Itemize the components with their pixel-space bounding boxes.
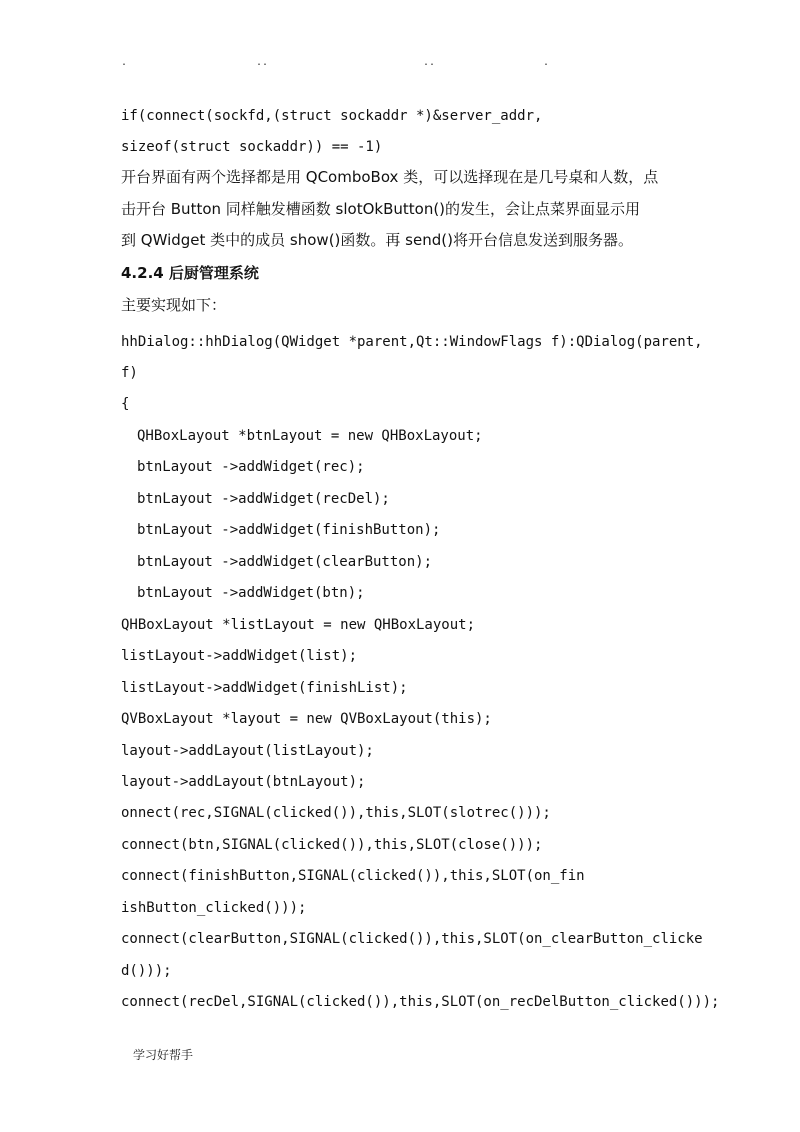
- code-line: layout->addLayout(listLayout);: [121, 743, 374, 759]
- code-line: btnLayout ->addWidget(finishButton);: [137, 522, 441, 538]
- code-line: f): [121, 365, 138, 381]
- code-line: btnLayout ->addWidget(rec);: [137, 459, 365, 475]
- code-line: btnLayout ->addWidget(btn);: [137, 585, 365, 601]
- paragraph-line: 开台界面有两个选择都是用 QComboBox 类，可以选择现在是几号桌和人数，点: [121, 168, 659, 186]
- code-line: layout->addLayout(btnLayout);: [121, 774, 366, 790]
- code-line: if(connect(sockfd,(struct sockaddr *)&server_addr,: [121, 108, 543, 124]
- code-line: ishButton_clicked()));: [121, 900, 307, 916]
- code-line: d()));: [121, 963, 172, 979]
- page-footer: 学习好帮手: [133, 1048, 194, 1062]
- code-line: btnLayout ->addWidget(clearButton);: [137, 554, 433, 570]
- code-line: connect(clearButton,SIGNAL(clicked()),this,SLOT(on_clearButton_clicke: [121, 931, 703, 947]
- header-mark: ..: [256, 57, 269, 68]
- code-line: listLayout->addWidget(list);: [121, 648, 358, 664]
- code-line: QHBoxLayout *listLayout = new QHBoxLayout;: [121, 617, 476, 633]
- paragraph-line: 到 QWidget 类中的成员 show()函数。再 send()将开台信息发送到服务器。: [121, 231, 633, 249]
- paragraph-line: 击开台 Button 同样触发槽函数 slotOkButton()的发生，会让点菜界面显示用: [121, 200, 641, 218]
- code-line: connect(finishButton,SIGNAL(clicked()),this,SLOT(on_fin: [121, 868, 585, 884]
- code-line: QHBoxLayout *btnLayout = new QHBoxLayout;: [137, 428, 483, 444]
- code-line: QVBoxLayout *layout = new QVBoxLayout(this);: [121, 711, 492, 727]
- code-line: listLayout->addWidget(finishList);: [121, 680, 408, 696]
- code-line: connect(recDel,SIGNAL(clicked()),this,SLOT(on_recDelButton_clicked()));: [121, 994, 720, 1010]
- paragraph-line: 主要实现如下：: [121, 296, 227, 314]
- section-heading: 4.2.4 后厨管理系统: [121, 264, 259, 282]
- code-line: onnect(rec,SIGNAL(clicked()),this,SLOT(slotrec()));: [121, 805, 551, 821]
- header-mark: .: [121, 57, 128, 68]
- code-line: {: [121, 396, 130, 412]
- code-line: hhDialog::hhDialog(QWidget *parent,Qt::WindowFlags f):QDialog(parent,: [121, 334, 703, 350]
- header-mark: ..: [423, 57, 436, 68]
- header-mark: .: [543, 57, 550, 68]
- code-line: connect(btn,SIGNAL(clicked()),this,SLOT(close()));: [121, 837, 543, 853]
- code-line: sizeof(struct sockaddr)) == -1): [121, 139, 383, 155]
- code-line: btnLayout ->addWidget(recDel);: [137, 491, 390, 507]
